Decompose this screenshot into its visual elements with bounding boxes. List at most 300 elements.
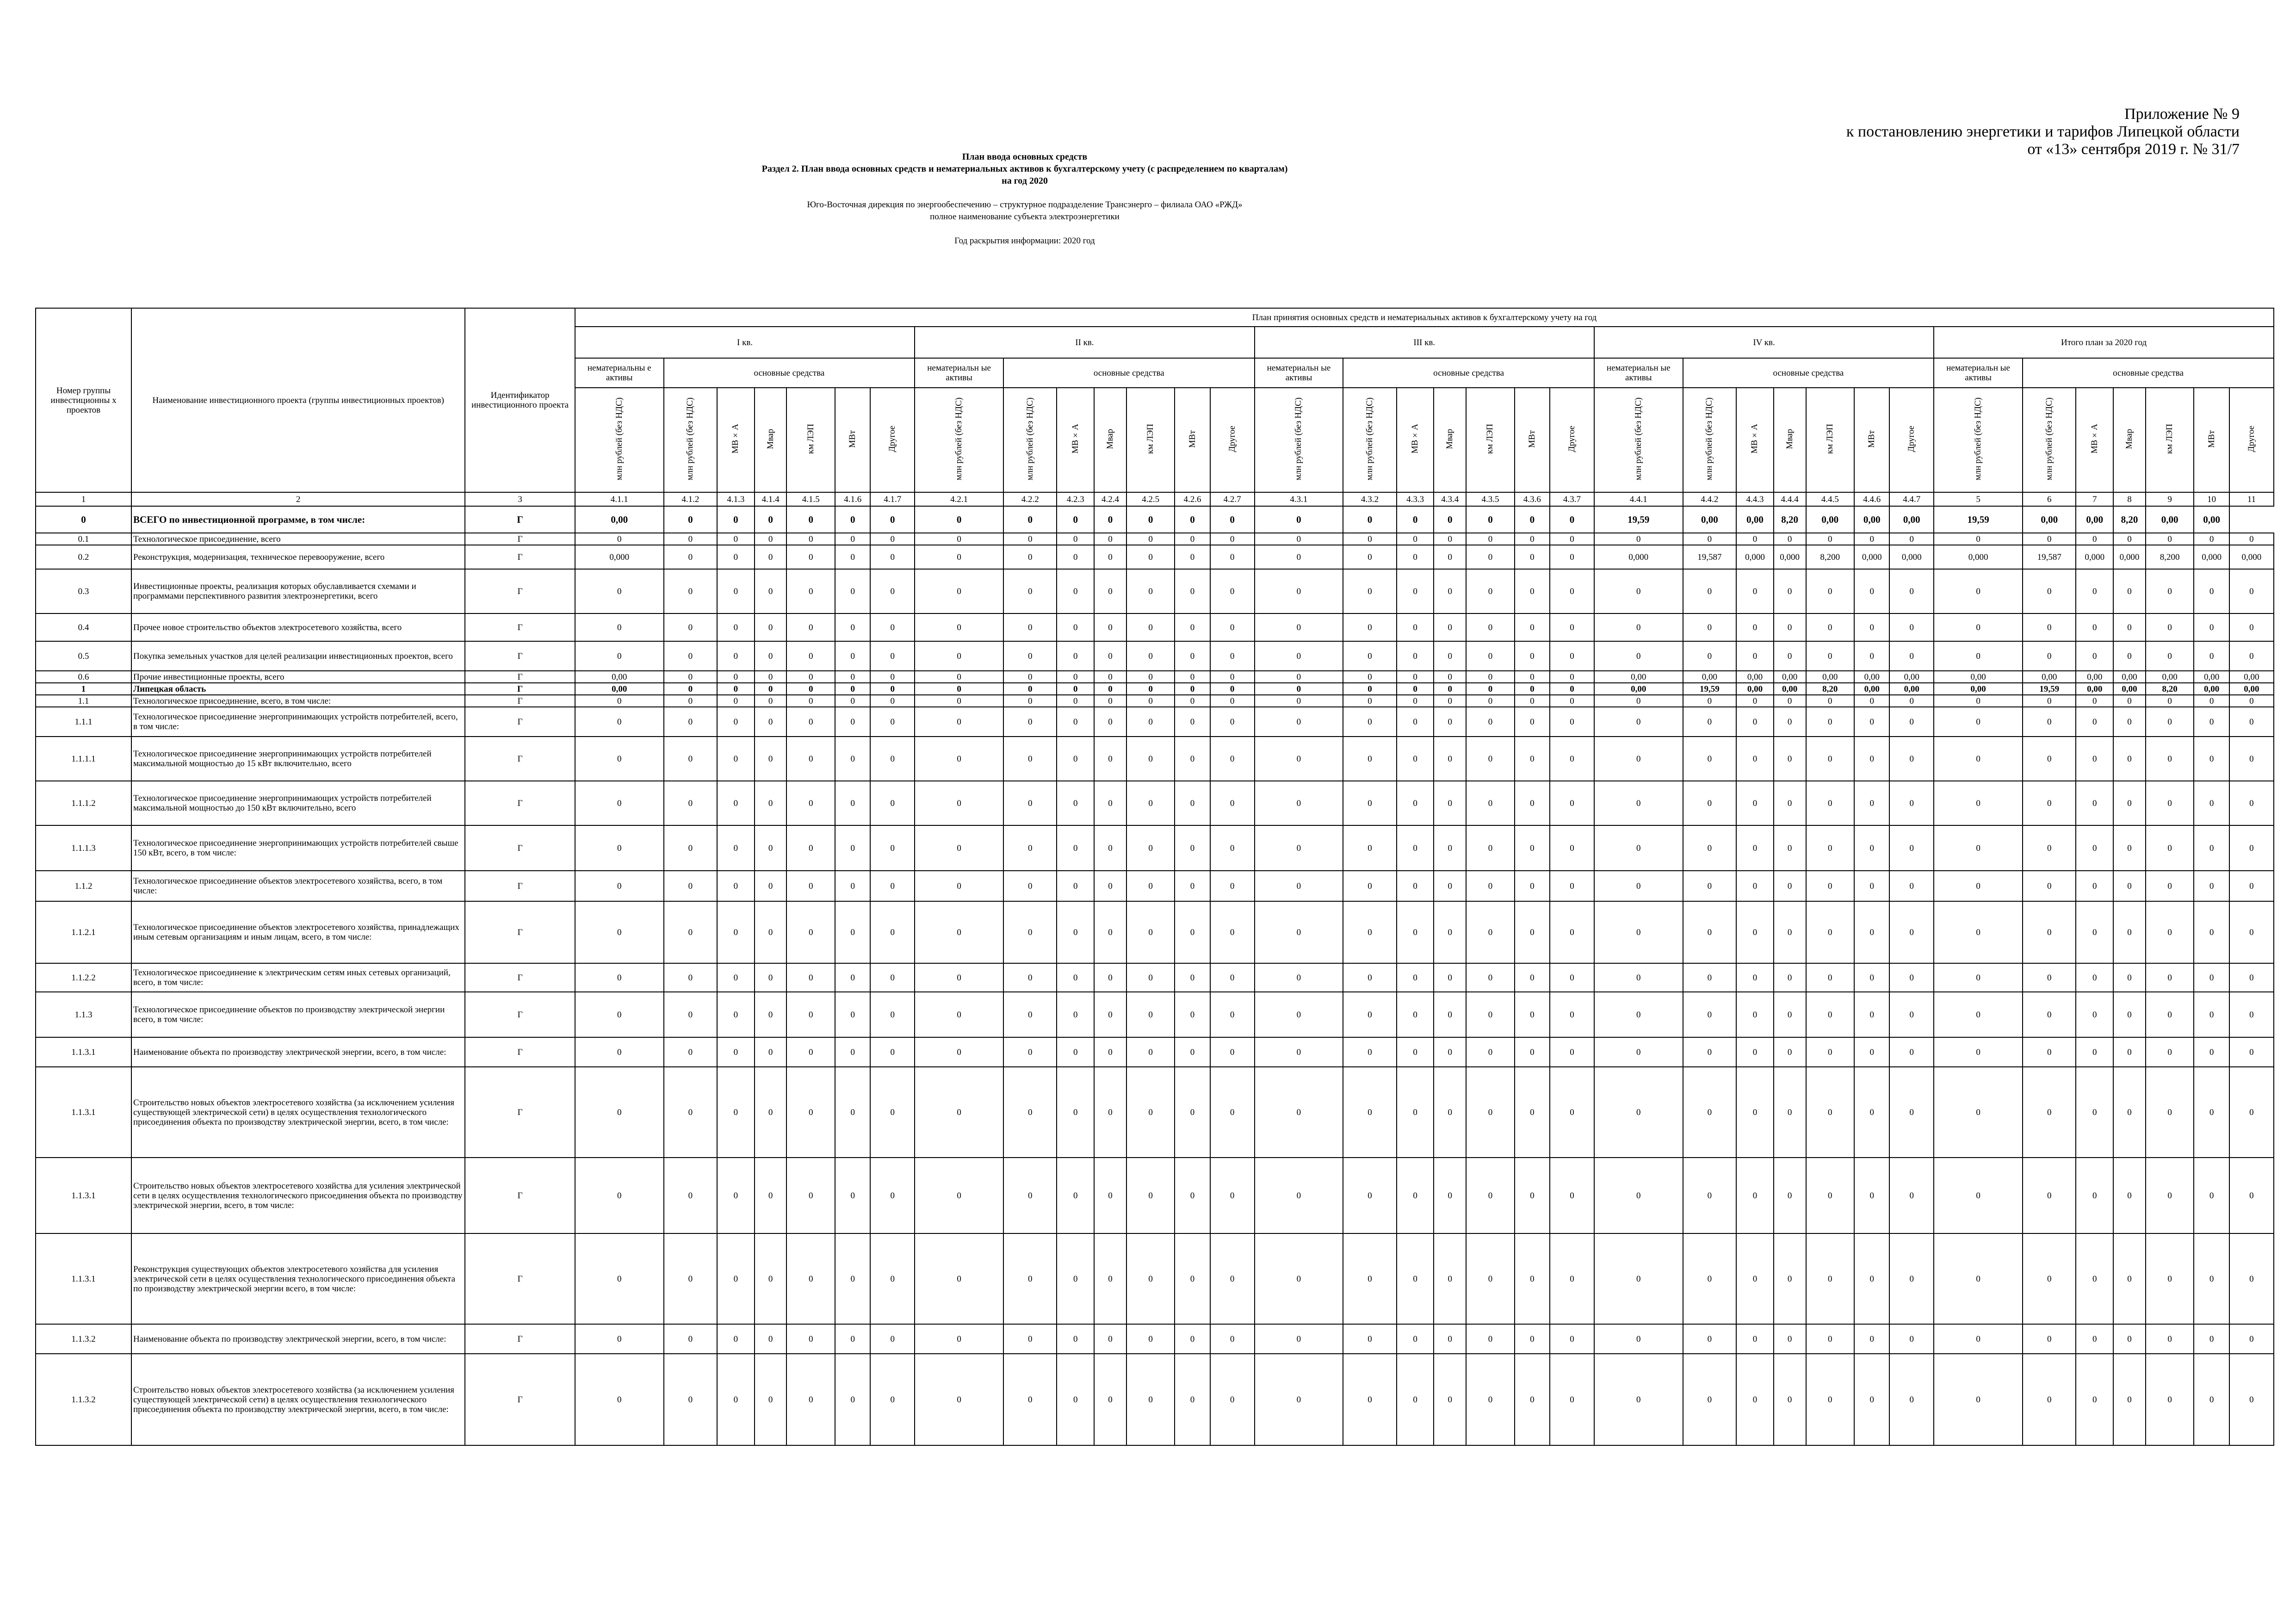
header-unit bbox=[717, 388, 755, 492]
row-value-cell: 0 bbox=[1343, 1037, 1396, 1067]
row-value-cell: 0 bbox=[1594, 825, 1683, 871]
row-value-cell: 0 bbox=[2076, 1354, 2113, 1445]
table-row bbox=[36, 963, 2274, 992]
table-row bbox=[36, 506, 2274, 533]
row-value-cell: 0 bbox=[1210, 1324, 1255, 1354]
row-value-cell: 0 bbox=[1126, 641, 1175, 671]
row-value-cell: 0 bbox=[2113, 641, 2146, 671]
row-project-name: Технологическое присоединение энергопринимающих устройств потребителей максимальной мощностью до 15 кВт включительно, всего bbox=[131, 737, 465, 781]
row-project-name: Технологическое присоединение, всего, в том числе: bbox=[131, 695, 465, 707]
column-number: 6 bbox=[2023, 492, 2076, 506]
row-value-cell: 0 bbox=[835, 569, 870, 613]
row-value-cell: 0 bbox=[1057, 683, 1094, 695]
row-value-cell: 0 bbox=[786, 641, 835, 671]
header-period: I кв. bbox=[575, 327, 915, 358]
row-value-cell: 0 bbox=[1094, 992, 1126, 1037]
column-number: 4.4.5 bbox=[1806, 492, 1855, 506]
row-value-cell: 0 bbox=[835, 1158, 870, 1233]
row-value-cell: 0,000 bbox=[1736, 545, 1774, 569]
row-value-cell: 0 bbox=[1397, 1354, 1434, 1445]
row-value-cell: 0 bbox=[1057, 1233, 1094, 1324]
row-value-cell: 19,59 bbox=[2023, 683, 2076, 695]
row-value-cell: 0 bbox=[1774, 695, 1806, 707]
row-project-name: Технологическое присоединение, всего bbox=[131, 533, 465, 545]
row-value-cell: 0 bbox=[755, 533, 787, 545]
row-value-cell: 0 bbox=[1057, 695, 1094, 707]
row-value-cell: 0,000 bbox=[1774, 545, 1806, 569]
column-number: 4.3.7 bbox=[1550, 492, 1594, 506]
header-unit-label: МВт bbox=[1187, 430, 1197, 448]
row-value-cell: 0 bbox=[1255, 1037, 1343, 1067]
row-value-cell: 0 bbox=[1003, 1354, 1057, 1445]
row-value-cell: 0 bbox=[1255, 1067, 1343, 1158]
row-value-cell: 0 bbox=[870, 533, 915, 545]
column-number: 4.4.2 bbox=[1683, 492, 1736, 506]
column-number: 4.2.1 bbox=[915, 492, 1003, 506]
row-value-cell: 0 bbox=[1210, 871, 1255, 901]
row-value-cell: 0 bbox=[2113, 569, 2146, 613]
row-value-cell: 0 bbox=[915, 1354, 1003, 1445]
row-value-cell: 0,000 bbox=[1594, 545, 1683, 569]
row-value-cell: 0,00 bbox=[1806, 506, 1855, 533]
row-value-cell: 0 bbox=[1515, 707, 1550, 737]
row-value-cell: 0 bbox=[1175, 1354, 1210, 1445]
row-value-cell: 0 bbox=[2023, 613, 2076, 641]
row-value-cell: 0 bbox=[1889, 781, 1934, 825]
row-value-cell: 0,000 bbox=[2113, 545, 2146, 569]
row-value-cell: 8,20 bbox=[1774, 506, 1806, 533]
row-value-cell: 0 bbox=[1175, 871, 1210, 901]
row-value-cell: 0 bbox=[1774, 1037, 1806, 1067]
header-unit bbox=[1255, 388, 1343, 492]
row-value-cell: 0 bbox=[1736, 695, 1774, 707]
row-value-cell: 0 bbox=[835, 1067, 870, 1158]
header-unit-label: МВ×А bbox=[2089, 424, 2099, 454]
row-value-cell: 0 bbox=[575, 963, 664, 992]
row-value-cell: 0 bbox=[1806, 1037, 1855, 1067]
row-value-cell: 0 bbox=[1094, 737, 1126, 781]
header-unit-label: МВт bbox=[848, 430, 858, 448]
row-value-cell: 0 bbox=[1934, 641, 2023, 671]
row-value-cell: 0 bbox=[2229, 1233, 2274, 1324]
row-value-cell: 0 bbox=[1126, 707, 1175, 737]
row-value-cell: 0 bbox=[1003, 683, 1057, 695]
row-value-cell: 0 bbox=[1515, 1037, 1550, 1067]
row-value-cell: 0 bbox=[835, 963, 870, 992]
section-title: Раздел 2. План ввода основных средств и нематериальных активов к бухгалтерскому учету (с распределением по кварталам) bbox=[761, 164, 1288, 174]
row-value-cell: 0 bbox=[664, 707, 717, 737]
row-value-cell: 0 bbox=[1343, 506, 1396, 533]
header-project-id: Идентификатор инвестиционного проекта bbox=[465, 308, 575, 492]
row-project-name: Строительство новых объектов электросетевого хозяйства для усиления электрической сети в целях осуществления технологического присоединения объекта по производству электрической энергии, всего, в том числе: bbox=[131, 1158, 465, 1233]
row-value-cell: 0 bbox=[1003, 781, 1057, 825]
row-value-cell: 0 bbox=[2113, 963, 2146, 992]
row-value-cell: 0 bbox=[1683, 641, 1736, 671]
row-value-cell: 0 bbox=[755, 506, 787, 533]
row-value-cell: 0 bbox=[717, 737, 755, 781]
row-value-cell: 0 bbox=[2146, 1037, 2194, 1067]
header-unit-label: Другое bbox=[2246, 425, 2256, 452]
row-value-cell: 0 bbox=[1397, 533, 1434, 545]
row-value-cell: 0 bbox=[2076, 1324, 2113, 1354]
row-value-cell: 0 bbox=[2023, 1233, 2076, 1324]
row-value-cell: 0 bbox=[2146, 707, 2194, 737]
row-value-cell: 0 bbox=[1854, 695, 1889, 707]
row-value-cell: 0 bbox=[1466, 1354, 1515, 1445]
row-value-cell: 0 bbox=[1854, 901, 1889, 963]
row-value-cell: 0 bbox=[2023, 737, 2076, 781]
row-value-cell: 0 bbox=[1774, 781, 1806, 825]
row-value-cell: 0 bbox=[1806, 533, 1855, 545]
row-value-cell: 0 bbox=[1683, 1233, 1736, 1324]
row-value-cell: 0 bbox=[1003, 533, 1057, 545]
row-value-cell: 0 bbox=[1466, 695, 1515, 707]
row-value-cell: 0 bbox=[1466, 737, 1515, 781]
row-value-cell: 0 bbox=[2076, 533, 2113, 545]
row-project-id: Г bbox=[465, 533, 575, 545]
row-value-cell: 0 bbox=[755, 1037, 787, 1067]
header-unit-label: км ЛЭП bbox=[2165, 423, 2175, 454]
row-value-cell: 0 bbox=[1255, 901, 1343, 963]
row-value-cell: 0 bbox=[1806, 1354, 1855, 1445]
row-value-cell: 0 bbox=[1550, 1233, 1594, 1324]
row-value-cell: 0 bbox=[786, 569, 835, 613]
row-value-cell: 0 bbox=[1550, 781, 1594, 825]
column-number: 4.4.6 bbox=[1854, 492, 1889, 506]
row-value-cell: 0 bbox=[575, 1158, 664, 1233]
annex-date: от «13» сентября 2019 г. № 31/7 bbox=[2027, 141, 2240, 158]
row-value-cell: 0 bbox=[2229, 569, 2274, 613]
row-value-cell: 0 bbox=[1466, 683, 1515, 695]
row-value-cell: 0 bbox=[786, 1354, 835, 1445]
row-project-id: Г bbox=[465, 1158, 575, 1233]
row-value-cell: 0 bbox=[2194, 1354, 2229, 1445]
row-value-cell: 0 bbox=[1210, 683, 1255, 695]
row-value-cell: 0 bbox=[1126, 695, 1175, 707]
row-value-cell: 0 bbox=[2113, 1354, 2146, 1445]
row-value-cell: 0 bbox=[755, 641, 787, 671]
row-value-cell: 0 bbox=[1515, 901, 1550, 963]
row-project-id: Г bbox=[465, 737, 575, 781]
column-number: 4.1.7 bbox=[870, 492, 915, 506]
table-row bbox=[36, 1324, 2274, 1354]
header-unit bbox=[1594, 388, 1683, 492]
row-value-cell: 0 bbox=[2023, 569, 2076, 613]
row-group-number: 0 bbox=[36, 506, 131, 533]
header-unit bbox=[870, 388, 915, 492]
row-value-cell: 0 bbox=[1774, 641, 1806, 671]
row-value-cell: 0,00 bbox=[1934, 671, 2023, 683]
row-value-cell: 0 bbox=[1683, 737, 1736, 781]
row-value-cell: 0 bbox=[1057, 671, 1094, 683]
row-value-cell: 0 bbox=[1889, 613, 1934, 641]
row-value-cell: 0 bbox=[1343, 641, 1396, 671]
row-value-cell: 0 bbox=[1806, 1158, 1855, 1233]
row-value-cell: 0 bbox=[2076, 963, 2113, 992]
row-value-cell: 0 bbox=[2146, 533, 2194, 545]
row-value-cell: 0 bbox=[915, 683, 1003, 695]
row-value-cell: 0 bbox=[1126, 1158, 1175, 1233]
row-value-cell: 0 bbox=[575, 781, 664, 825]
row-value-cell: 0 bbox=[1683, 707, 1736, 737]
row-value-cell: 0,00 bbox=[2229, 671, 2274, 683]
row-value-cell: 0 bbox=[1466, 1067, 1515, 1158]
row-value-cell: 0 bbox=[1854, 613, 1889, 641]
row-value-cell: 0 bbox=[1594, 533, 1683, 545]
row-value-cell: 0 bbox=[1434, 613, 1466, 641]
row-project-name: Строительство новых объектов электросетевого хозяйства (за исключением усиления существующей электрической сети) в целях осуществления технологического присоединения объекта по производству электрической энергии, всего, в том числе: bbox=[131, 1067, 465, 1158]
row-value-cell: 0 bbox=[755, 569, 787, 613]
row-value-cell: 0 bbox=[1126, 992, 1175, 1037]
table-row bbox=[36, 671, 2274, 683]
header-unit bbox=[835, 388, 870, 492]
row-value-cell: 0 bbox=[1255, 781, 1343, 825]
row-value-cell: 0 bbox=[1057, 545, 1094, 569]
row-value-cell: 0 bbox=[1397, 683, 1434, 695]
row-value-cell: 0 bbox=[1515, 506, 1550, 533]
row-value-cell: 0 bbox=[1255, 641, 1343, 671]
column-number: 4.3.1 bbox=[1255, 492, 1343, 506]
header-fixed-assets: основные средства bbox=[1343, 358, 1594, 388]
row-value-cell: 0 bbox=[1175, 671, 1210, 683]
row-value-cell: 0 bbox=[1003, 545, 1057, 569]
row-group-number: 1.1.3.2 bbox=[36, 1324, 131, 1354]
header-unit bbox=[2229, 388, 2274, 492]
row-value-cell: 0 bbox=[1736, 992, 1774, 1037]
row-value-cell: 0 bbox=[1255, 545, 1343, 569]
row-value-cell: 0 bbox=[2076, 737, 2113, 781]
row-value-cell: 0 bbox=[1594, 1037, 1683, 1067]
row-value-cell: 0 bbox=[1774, 871, 1806, 901]
header-unit bbox=[1175, 388, 1210, 492]
row-value-cell: 0 bbox=[1806, 695, 1855, 707]
row-value-cell: 0 bbox=[1806, 781, 1855, 825]
header-fixed-assets: основные средства bbox=[2023, 358, 2274, 388]
row-value-cell: 0 bbox=[1255, 1158, 1343, 1233]
header-unit-label: км ЛЭП bbox=[1825, 423, 1835, 454]
row-value-cell: 0,000 bbox=[1934, 545, 2023, 569]
row-value-cell: 0 bbox=[915, 1324, 1003, 1354]
row-value-cell: 0 bbox=[835, 613, 870, 641]
row-value-cell: 0 bbox=[1094, 569, 1126, 613]
column-number: 4.2.6 bbox=[1175, 492, 1210, 506]
row-value-cell: 0 bbox=[1126, 871, 1175, 901]
row-value-cell: 0 bbox=[1515, 1233, 1550, 1324]
annex-block bbox=[1846, 105, 2240, 158]
row-project-id: Г bbox=[465, 781, 575, 825]
row-value-cell: 0 bbox=[1934, 1158, 2023, 1233]
row-value-cell: 0 bbox=[1854, 1158, 1889, 1233]
row-value-cell: 0 bbox=[1094, 1158, 1126, 1233]
row-value-cell: 0 bbox=[717, 569, 755, 613]
row-value-cell: 0 bbox=[1466, 825, 1515, 871]
row-value-cell: 0 bbox=[1434, 707, 1466, 737]
row-value-cell: 0 bbox=[2229, 825, 2274, 871]
row-value-cell: 0 bbox=[2229, 901, 2274, 963]
row-value-cell: 0 bbox=[664, 613, 717, 641]
row-value-cell: 0,00 bbox=[2113, 683, 2146, 695]
row-value-cell: 0 bbox=[1550, 613, 1594, 641]
header-fixed-assets: основные средства bbox=[664, 358, 915, 388]
column-number: 5 bbox=[1934, 492, 2023, 506]
row-project-id: Г bbox=[465, 871, 575, 901]
row-value-cell: 0 bbox=[1934, 825, 2023, 871]
document-titles bbox=[680, 151, 1369, 247]
row-project-id: Г bbox=[465, 683, 575, 695]
row-value-cell: 0 bbox=[2194, 871, 2229, 901]
row-value-cell: 0 bbox=[1057, 707, 1094, 737]
row-value-cell: 0 bbox=[786, 671, 835, 683]
row-value-cell: 0,000 bbox=[575, 545, 664, 569]
row-value-cell: 0,00 bbox=[2113, 671, 2146, 683]
row-value-cell: 0 bbox=[1683, 569, 1736, 613]
row-value-cell: 0 bbox=[2076, 825, 2113, 871]
row-value-cell: 0 bbox=[664, 545, 717, 569]
header-unit-label: Мвар bbox=[765, 428, 775, 449]
row-value-cell: 0 bbox=[1397, 641, 1434, 671]
row-value-cell: 0,000 bbox=[2194, 545, 2229, 569]
header-intangible-assets: нематериальн ые активы bbox=[915, 358, 1003, 388]
row-value-cell: 0 bbox=[1466, 1233, 1515, 1324]
row-value-cell: 0,00 bbox=[2194, 671, 2229, 683]
row-value-cell: 0 bbox=[1343, 871, 1396, 901]
row-value-cell: 0 bbox=[2194, 1324, 2229, 1354]
row-value-cell: 0 bbox=[1515, 1354, 1550, 1445]
row-value-cell: 0 bbox=[1806, 992, 1855, 1037]
row-value-cell: 0 bbox=[664, 1037, 717, 1067]
row-group-number: 1.1.2 bbox=[36, 871, 131, 901]
row-value-cell: 0 bbox=[575, 1037, 664, 1067]
row-value-cell: 0 bbox=[1057, 992, 1094, 1037]
row-value-cell: 0 bbox=[1466, 1158, 1515, 1233]
row-value-cell: 0,000 bbox=[1854, 545, 1889, 569]
row-value-cell: 0 bbox=[1594, 641, 1683, 671]
row-value-cell: 0 bbox=[717, 1037, 755, 1067]
row-value-cell: 0 bbox=[1736, 901, 1774, 963]
row-value-cell: 0 bbox=[1434, 781, 1466, 825]
annex-resolution: к постановлению энергетики и тарифов Липецкой области bbox=[1846, 123, 2240, 140]
row-value-cell: 0 bbox=[1397, 992, 1434, 1037]
row-project-id: Г bbox=[465, 671, 575, 683]
header-unit-label: млн рублей (без НДС) bbox=[1633, 397, 1643, 481]
row-value-cell: 0 bbox=[1806, 613, 1855, 641]
row-value-cell: 0 bbox=[664, 963, 717, 992]
row-value-cell: 0 bbox=[2023, 707, 2076, 737]
header-period: III кв. bbox=[1255, 327, 1594, 358]
investment-plan-table bbox=[35, 308, 2274, 1446]
row-value-cell: 0 bbox=[1736, 1037, 1774, 1067]
row-value-cell: 0 bbox=[1466, 533, 1515, 545]
row-value-cell: 0 bbox=[915, 992, 1003, 1037]
row-value-cell: 0 bbox=[2146, 1324, 2194, 1354]
column-number: 4.1.4 bbox=[755, 492, 787, 506]
row-value-cell: 0,00 bbox=[1889, 683, 1934, 695]
row-value-cell: 0 bbox=[717, 683, 755, 695]
row-value-cell: 0 bbox=[717, 825, 755, 871]
row-value-cell: 0 bbox=[1889, 707, 1934, 737]
row-value-cell: 0 bbox=[915, 671, 1003, 683]
row-value-cell: 0 bbox=[717, 671, 755, 683]
row-value-cell: 0,00 bbox=[1854, 506, 1889, 533]
row-value-cell: 0 bbox=[1255, 695, 1343, 707]
header-unit-label: млн рублей (без НДС) bbox=[685, 397, 695, 481]
header-fixed-assets: основные средства bbox=[1003, 358, 1255, 388]
row-value-cell: 0 bbox=[717, 1354, 755, 1445]
row-value-cell: 0 bbox=[1515, 781, 1550, 825]
row-value-cell: 0 bbox=[2146, 1067, 2194, 1158]
row-value-cell: 0 bbox=[575, 825, 664, 871]
row-value-cell: 0 bbox=[915, 901, 1003, 963]
row-value-cell: 0 bbox=[1003, 506, 1057, 533]
row-group-number: 1.1.3.2 bbox=[36, 1354, 131, 1445]
row-value-cell: 0 bbox=[1434, 871, 1466, 901]
row-value-cell: 0 bbox=[1934, 533, 2023, 545]
row-value-cell: 0 bbox=[1466, 545, 1515, 569]
row-value-cell: 0 bbox=[1434, 683, 1466, 695]
column-number: 9 bbox=[2146, 492, 2194, 506]
row-value-cell: 0,00 bbox=[1683, 506, 1736, 533]
row-value-cell: 0 bbox=[1255, 871, 1343, 901]
header-unit-label: Мвар bbox=[2124, 428, 2134, 449]
row-value-cell: 0 bbox=[786, 901, 835, 963]
row-value-cell: 0 bbox=[755, 545, 787, 569]
row-value-cell: 0 bbox=[1434, 1067, 1466, 1158]
row-value-cell: 0 bbox=[915, 825, 1003, 871]
row-value-cell: 8,200 bbox=[1806, 545, 1855, 569]
header-unit bbox=[2194, 388, 2229, 492]
row-value-cell: 0 bbox=[1515, 825, 1550, 871]
row-value-cell: 0 bbox=[870, 1233, 915, 1324]
row-value-cell: 0 bbox=[1736, 1354, 1774, 1445]
row-project-name: Технологическое присоединение энергопринимающих устройств потребителей максимальной мощностью до 150 кВт включительно, всего bbox=[131, 781, 465, 825]
row-value-cell: 0 bbox=[1255, 1233, 1343, 1324]
row-value-cell: 0 bbox=[575, 613, 664, 641]
row-value-cell: 0 bbox=[1774, 1354, 1806, 1445]
column-number: 4.1.3 bbox=[717, 492, 755, 506]
row-value-cell: 0 bbox=[1683, 613, 1736, 641]
row-group-number: 1.1.3.1 bbox=[36, 1158, 131, 1233]
row-value-cell: 0 bbox=[786, 737, 835, 781]
row-value-cell: 0,00 bbox=[1594, 671, 1683, 683]
column-number: 4.1.5 bbox=[786, 492, 835, 506]
row-value-cell: 0 bbox=[1210, 641, 1255, 671]
row-value-cell: 0 bbox=[1550, 506, 1594, 533]
column-number: 4.2.4 bbox=[1094, 492, 1126, 506]
row-value-cell: 0 bbox=[1889, 533, 1934, 545]
row-value-cell: 0 bbox=[1889, 825, 1934, 871]
row-value-cell: 0 bbox=[717, 695, 755, 707]
row-value-cell: 0 bbox=[2146, 1354, 2194, 1445]
row-value-cell: 0 bbox=[1175, 569, 1210, 613]
row-value-cell: 0 bbox=[1594, 569, 1683, 613]
row-value-cell: 0 bbox=[1550, 992, 1594, 1037]
header-project-name: Наименование инвестиционного проекта (группы инвестиционных проектов) bbox=[131, 308, 465, 492]
row-project-id: Г bbox=[465, 1037, 575, 1067]
row-value-cell: 0 bbox=[1774, 1233, 1806, 1324]
header-unit bbox=[1466, 388, 1515, 492]
row-value-cell: 0 bbox=[1736, 641, 1774, 671]
row-value-cell: 0 bbox=[1934, 1067, 2023, 1158]
row-value-cell: 0 bbox=[1126, 683, 1175, 695]
row-value-cell: 0 bbox=[835, 533, 870, 545]
header-unit-label: МВ×А bbox=[1750, 424, 1760, 454]
row-value-cell: 0 bbox=[1003, 1067, 1057, 1158]
header-unit bbox=[1057, 388, 1094, 492]
row-value-cell: 0 bbox=[1343, 707, 1396, 737]
organization-caption: полное наименование субъекта электроэнергетики bbox=[930, 212, 1120, 222]
row-value-cell: 0 bbox=[1515, 671, 1550, 683]
table-row bbox=[36, 1354, 2274, 1445]
